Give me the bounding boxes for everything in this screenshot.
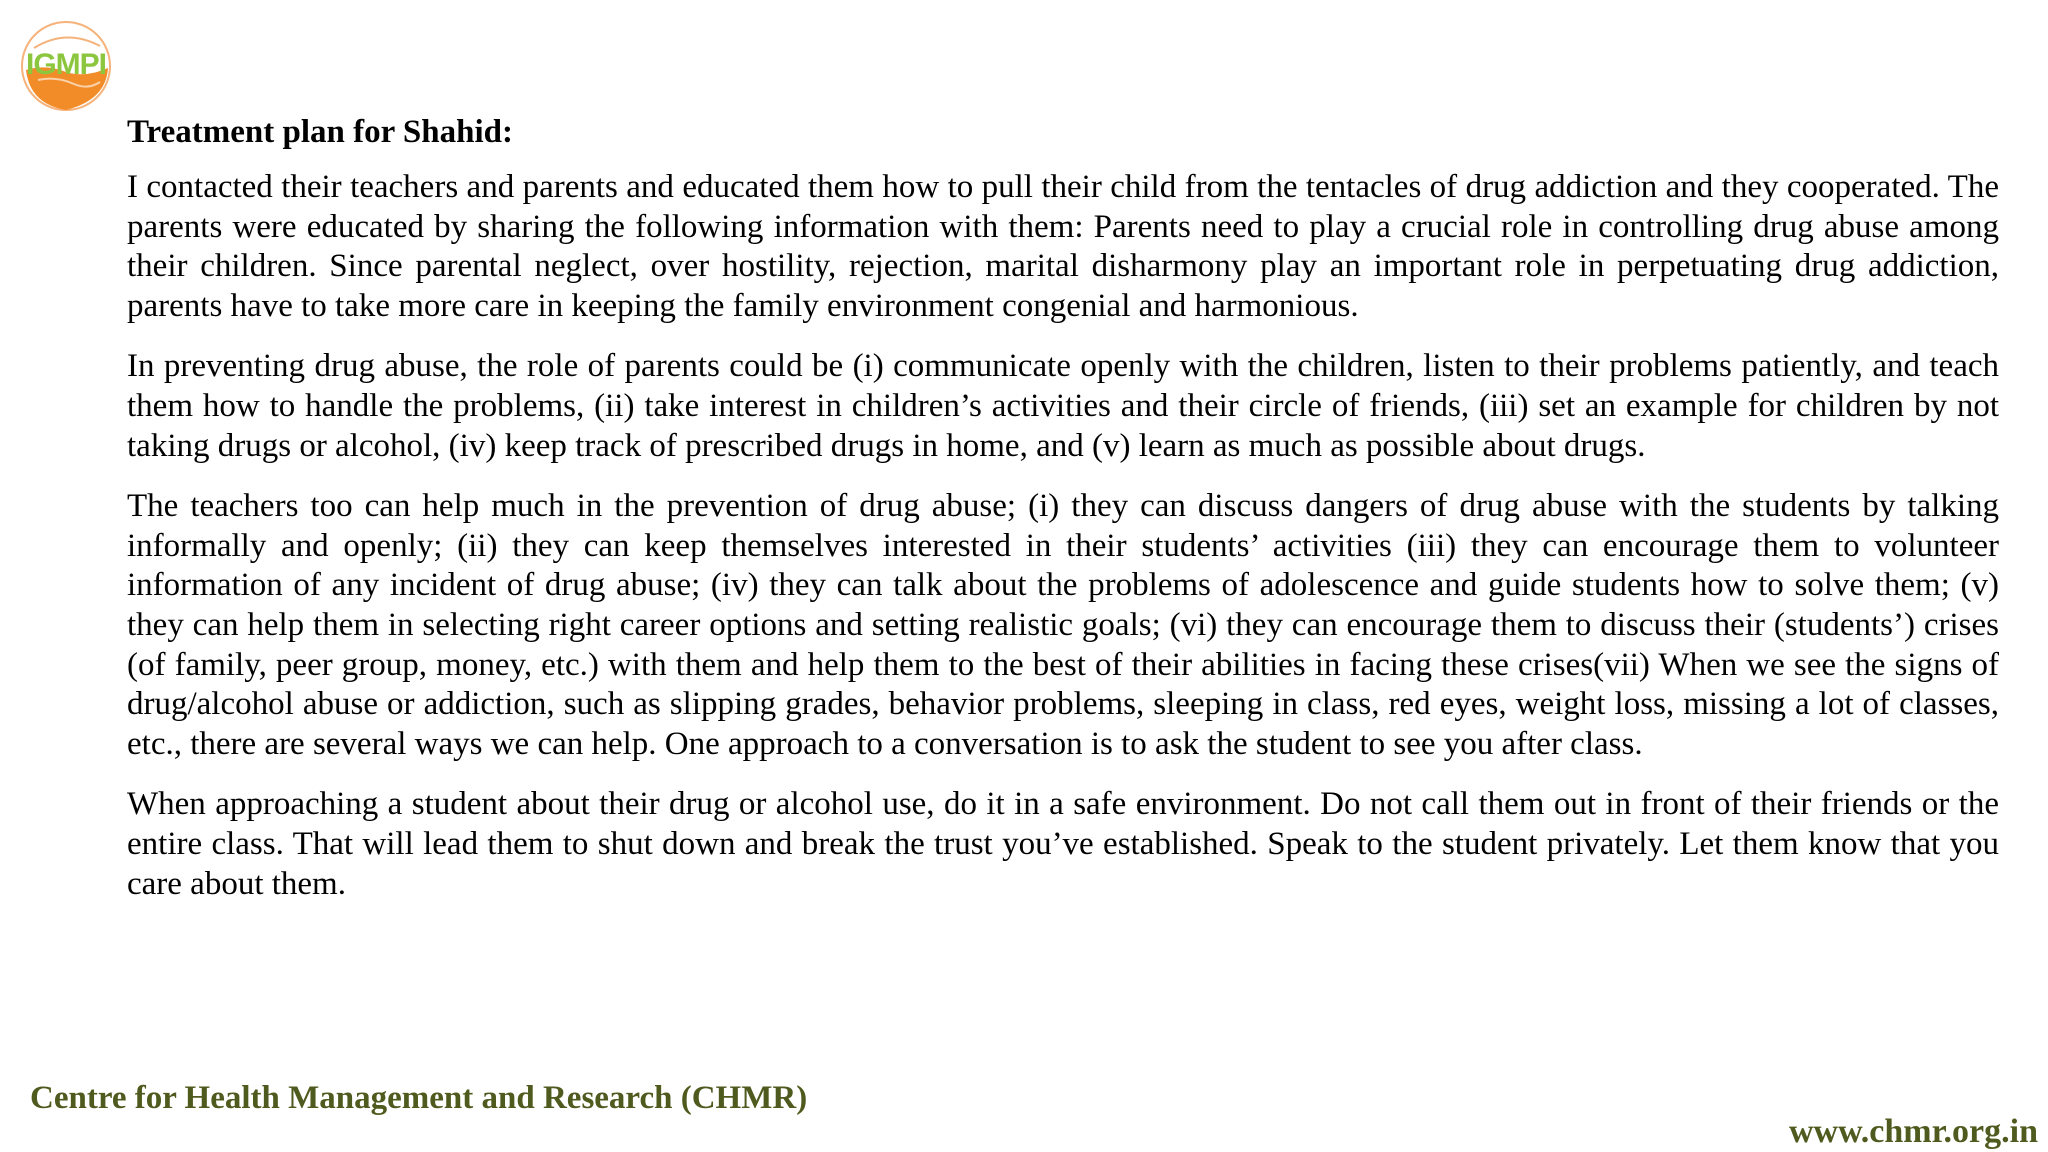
main-content	[127, 112, 1999, 925]
page-title: Treatment plan for Shahid:	[127, 114, 513, 150]
logo-text: IGMPI	[25, 48, 106, 81]
igmpi-logo	[16, 20, 116, 112]
paragraph-parents-role: In preventing drug abuse, the role of parents could be (i) communicate openly with the children, listen to their problems patiently, and teach them how to handle the problems, (ii) take interest in children’s activities and their circle of friends, (iii) set an example for children by not taking drugs or alcohol, (iv) keep track of prescribed drugs in home, and (v) learn as much as possible about drugs.	[127, 348, 1999, 464]
paragraph-parents-education: I contacted their teachers and parents and educated them how to pull their child from the tentacles of drug addiction and they cooperated. The parents were educated by sharing the following information with them: Parents need to play a crucial role in controlling drug abuse among their children. Since parental neglect, over hostility, rejection, marital disharmony play an important role in perpetuating drug addiction, parents have to take more care in keeping the family environment congenial and harmonious.	[127, 169, 1999, 324]
paragraph-approaching-student: When approaching a student about their drug or alcohol use, do it in a safe environment. Do not call them out in front of their friends or the entire class. That will lead them to shut down and break the trust you’ve established. Speak to the student privately. Let them know that you care about them.	[127, 786, 1999, 902]
paragraph-teachers-role: The teachers too can help much in the prevention of drug abuse; (i) they can discuss dangers of drug abuse with the students by talking informally and openly; (ii) they can keep themselves interested in their students’ activities (iii) they can encourage them to volunteer information of any incident of drug abuse; (iv) they can talk about the problems of adolescence and guide students how to solve them; (v) they can help them in selecting right career options and setting realistic goals; (vi) they can encourage them to discuss their (students’) crises (of family, peer group, money, etc.) with them and help them to the best of their abilities in facing these crises(vii) When we see the signs of drug/alcohol abuse or addiction, such as slipping grades, behavior problems, sleeping in class, red eyes, weight loss, missing a lot of classes, etc., there are several ways we can help. One approach to a conversation is to ask the student to see you after class.	[127, 488, 1999, 762]
footer-organization: Centre for Health Management and Research (CHMR)	[30, 1080, 808, 1116]
footer-website: www.chmr.org.in	[1788, 1113, 2038, 1150]
